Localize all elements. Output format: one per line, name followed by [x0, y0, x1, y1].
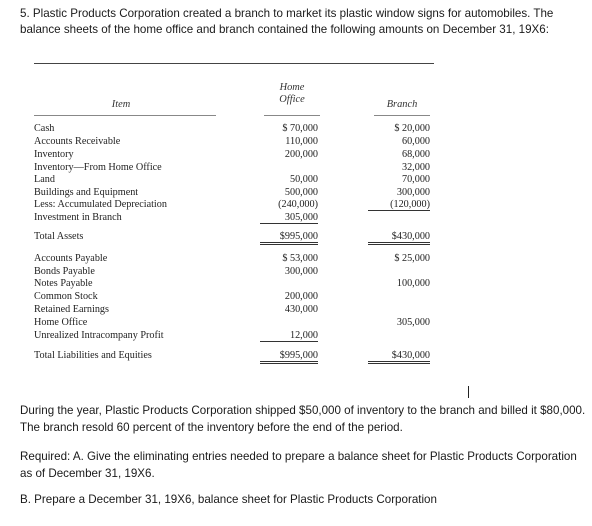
branch-amount: 70,000: [401, 174, 430, 185]
home-office-amount: 305,000: [260, 212, 318, 224]
row-label: Unrealized Intracompany Profit: [34, 330, 164, 341]
branch-amount: $430,000: [368, 350, 430, 364]
header-underline: [264, 115, 320, 116]
home-office-amount: (240,000): [278, 199, 318, 210]
required-a-paragraph: Required: A. Give the eliminating entries needed to prepare a balance sheet for Plastic Products Corporation as of December 31, 19X6.: [20, 450, 577, 480]
row-label: Notes Payable: [34, 278, 93, 289]
row-label: Total Assets: [34, 231, 84, 242]
branch-amount: $ 20,000: [394, 123, 430, 134]
row-label: Investment in Branch: [34, 212, 122, 223]
shipment-paragraph: During the year, Plastic Products Corporation shipped $50,000 of inventory to the branch and billed it $80,000. The branch resold 60 percent of the inventory before the end of the period.: [20, 404, 586, 434]
branch-amount: $430,000: [368, 231, 430, 245]
row-label: Cash: [34, 123, 55, 134]
row-label: Buildings and Equipment: [34, 187, 139, 198]
column-header-item: Item: [111, 99, 131, 110]
column-header-home-line1: Home: [279, 82, 305, 93]
header-underline: [34, 115, 216, 116]
home-office-amount: 200,000: [284, 291, 318, 302]
home-office-amount: 430,000: [284, 304, 318, 315]
required-b-paragraph: B. Prepare a December 31, 19X6, balance sheet for Plastic Products Corporation: [20, 493, 437, 506]
column-header-home-line2: Office: [279, 94, 305, 105]
branch-amount: 60,000: [401, 136, 430, 147]
row-label: Inventory—From Home Office: [34, 162, 162, 173]
row-label: Inventory: [34, 149, 74, 160]
column-header-branch: Branch: [386, 99, 418, 110]
home-office-amount: 500,000: [284, 187, 318, 198]
home-office-amount: $995,000: [260, 350, 318, 364]
home-office-amount: $ 53,000: [282, 253, 318, 264]
home-office-amount: $ 70,000: [282, 123, 318, 134]
home-office-amount: 50,000: [289, 174, 318, 185]
branch-amount: 100,000: [396, 278, 430, 289]
branch-amount: 32,000: [401, 162, 430, 173]
balance-sheet-table: [34, 0, 434, 400]
branch-amount: 305,000: [396, 317, 430, 328]
row-label: Common Stock: [34, 291, 98, 302]
branch-amount: 68,000: [401, 149, 430, 160]
branch-amount: 300,000: [396, 187, 430, 198]
home-office-amount: 12,000: [260, 330, 318, 342]
home-office-amount: $995,000: [260, 231, 318, 245]
header-underline: [374, 115, 430, 116]
home-office-amount: 300,000: [284, 266, 318, 277]
column-header-home-office: [262, 82, 322, 106]
branch-amount: (120,000): [368, 199, 430, 211]
row-label: Less: Accumulated Depreciation: [34, 199, 167, 210]
row-label: Home Office: [34, 317, 88, 328]
home-office-amount: 110,000: [285, 136, 318, 147]
row-label: Retained Earnings: [34, 304, 109, 315]
problem-intro: 5. Plastic Products Corporation created a branch to market its plastic window signs for automobiles. The balance sheets of the home office and branch contained the following amounts on December 31, 19X6:: [20, 7, 554, 36]
row-label: Land: [34, 174, 55, 185]
branch-amount: $ 25,000: [394, 253, 430, 264]
home-office-amount: 200,000: [284, 149, 318, 160]
row-label: Accounts Payable: [34, 253, 108, 264]
row-label: Bonds Payable: [34, 266, 95, 277]
text-cursor: [468, 386, 469, 398]
row-label: Accounts Receivable: [34, 136, 121, 147]
row-label: Total Liabilities and Equities: [34, 350, 152, 361]
